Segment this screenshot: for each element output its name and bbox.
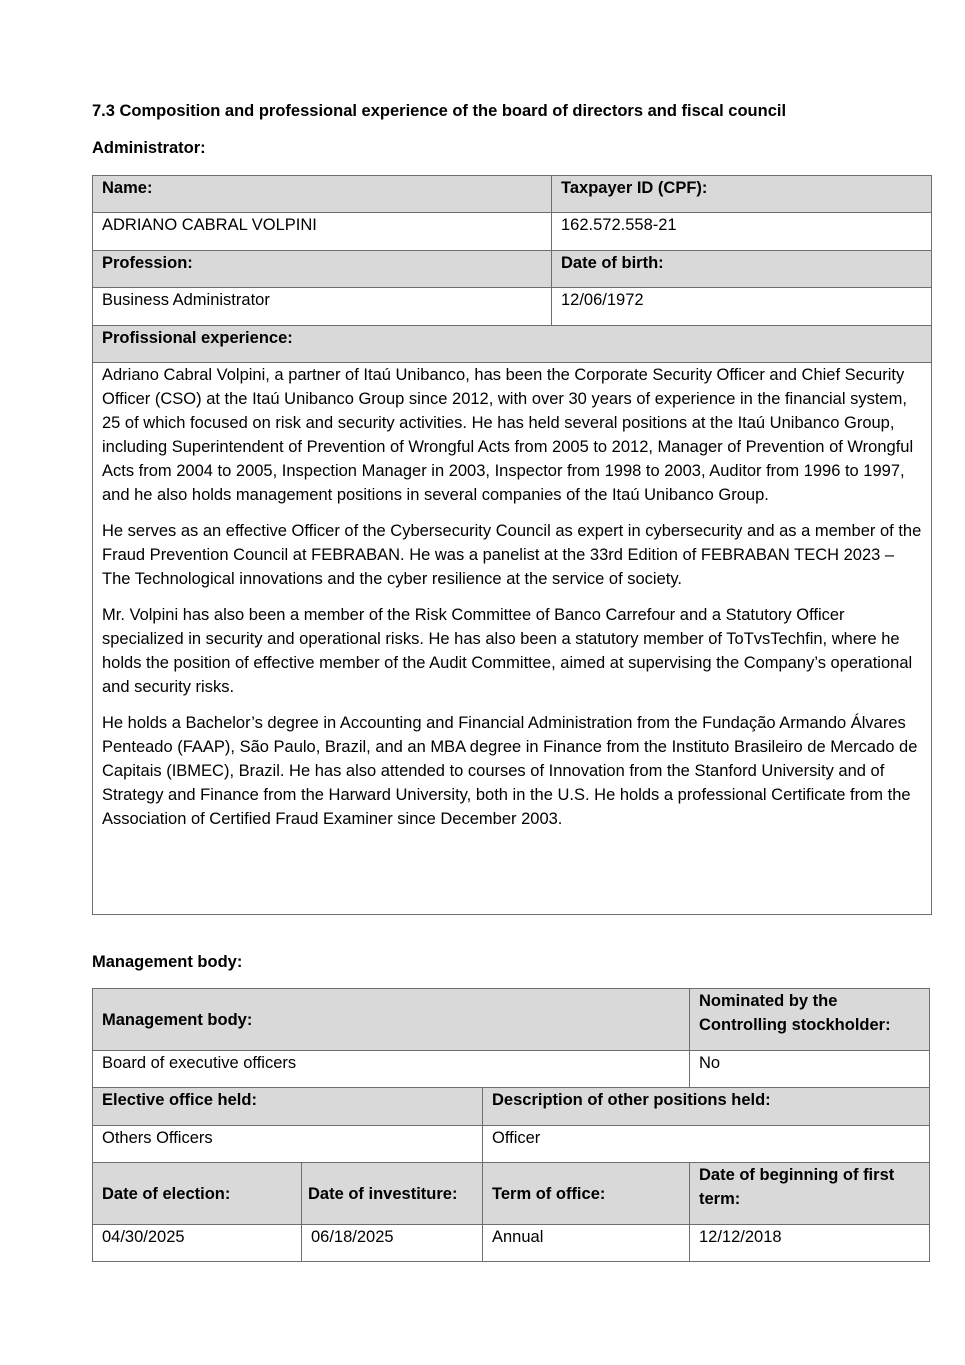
profession-label: Profession:: [93, 251, 552, 288]
term-label: Term of office:: [483, 1163, 690, 1225]
first-term-label: Date of beginning of first term:: [690, 1163, 930, 1225]
profession-value: Business Administrator: [93, 288, 552, 326]
administrator-heading: Administrator:: [92, 139, 206, 157]
investiture-date-value: 06/18/2025: [302, 1225, 483, 1262]
management-body-value: Board of executive officers: [93, 1051, 690, 1088]
management-heading: Management body:: [92, 953, 243, 971]
cpf-value: 162.572.558-21: [552, 213, 932, 251]
nominated-value: No: [690, 1051, 930, 1088]
election-date-label: Date of election:: [93, 1163, 302, 1225]
experience-label: Profissional experience:: [93, 326, 932, 363]
first-term-value: 12/12/2018: [690, 1225, 930, 1262]
other-positions-value: Officer: [483, 1126, 930, 1163]
experience-paragraph: Adriano Cabral Volpini, a partner of Itaú Unibanco, has been the Corporate Security Officer and Chief Security Officer (CSO) at the Itaú Unibanco Group since 2012, with over 30 years of experience in the financial system, 25 of which focused on risk and security activities. He has held several positions at the Itaú Unibanco Group, including Superintendent of Prevention of Wrongful Acts from 2005 to 2012, Manager of Prevention of Wrongful Acts from 2004 to 2005, Inspection Manager in 2003, Inspector from 1998 to 2003, Auditor from 1996 to 1997, and he also holds management positions in several companies of the Itaú Unibanco Group.: [102, 366, 914, 504]
experience-paragraph: Mr. Volpini has also been a member of the Risk Committee of Banco Carrefour and a Statutory Officer specialized in security and operational risks. He has also been a statutory member of ToTvsTechfin, where he holds the position of effective member of the Audit Committee, aimed at supervising the Company’s operational and security risks.: [102, 606, 913, 696]
dob-label: Date of birth:: [552, 251, 932, 288]
investiture-date-label: Date of investiture:: [302, 1163, 483, 1225]
management-table: [92, 988, 930, 1262]
other-positions-label: Description of other positions held:: [483, 1088, 930, 1126]
term-value: Annual: [483, 1225, 690, 1262]
nominated-label: Nominated by the Controlling stockholder:: [690, 989, 930, 1051]
elective-office-label: Elective office held:: [93, 1088, 483, 1126]
cpf-label: Taxpayer ID (CPF):: [552, 176, 932, 213]
name-value: ADRIANO CABRAL VOLPINI: [93, 213, 552, 251]
name-label: Name:: [93, 176, 552, 213]
administrator-table: [92, 175, 932, 915]
elective-office-value: Others Officers: [93, 1126, 483, 1163]
section-title: 7.3 Composition and professional experience of the board of directors and fiscal council: [92, 102, 787, 120]
dob-value: 12/06/1972: [552, 288, 932, 326]
experience-text: [93, 363, 932, 915]
management-body-label: Management body:: [93, 989, 690, 1051]
experience-paragraph: He serves as an effective Officer of the Cybersecurity Council as expert in cybersecurity and as a member of the Fraud Prevention Council at FEBRABAN. He was a panelist at the 33rd Edition of FEBRABAN TECH 2023 – The Technological innovations and the cyber resilience at the service of society.: [102, 522, 922, 588]
experience-paragraph: He holds a Bachelor’s degree in Accounting and Financial Administration from the Fundação Armando Álvares Penteado (FAAP), São Paulo, Brazil, and an MBA degree in Finance from the Instituto Brasileiro de Mercado de Capitais (IBMEC), Brazil. He has also attended to courses of Innovation from the Stanford University and of Strategy and Finance from the Harward University, both in the U.S. He holds a professional Certificate from the Association of Certified Fraud Examiner since December 2003.: [102, 714, 918, 828]
election-date-value: 04/30/2025: [93, 1225, 302, 1262]
